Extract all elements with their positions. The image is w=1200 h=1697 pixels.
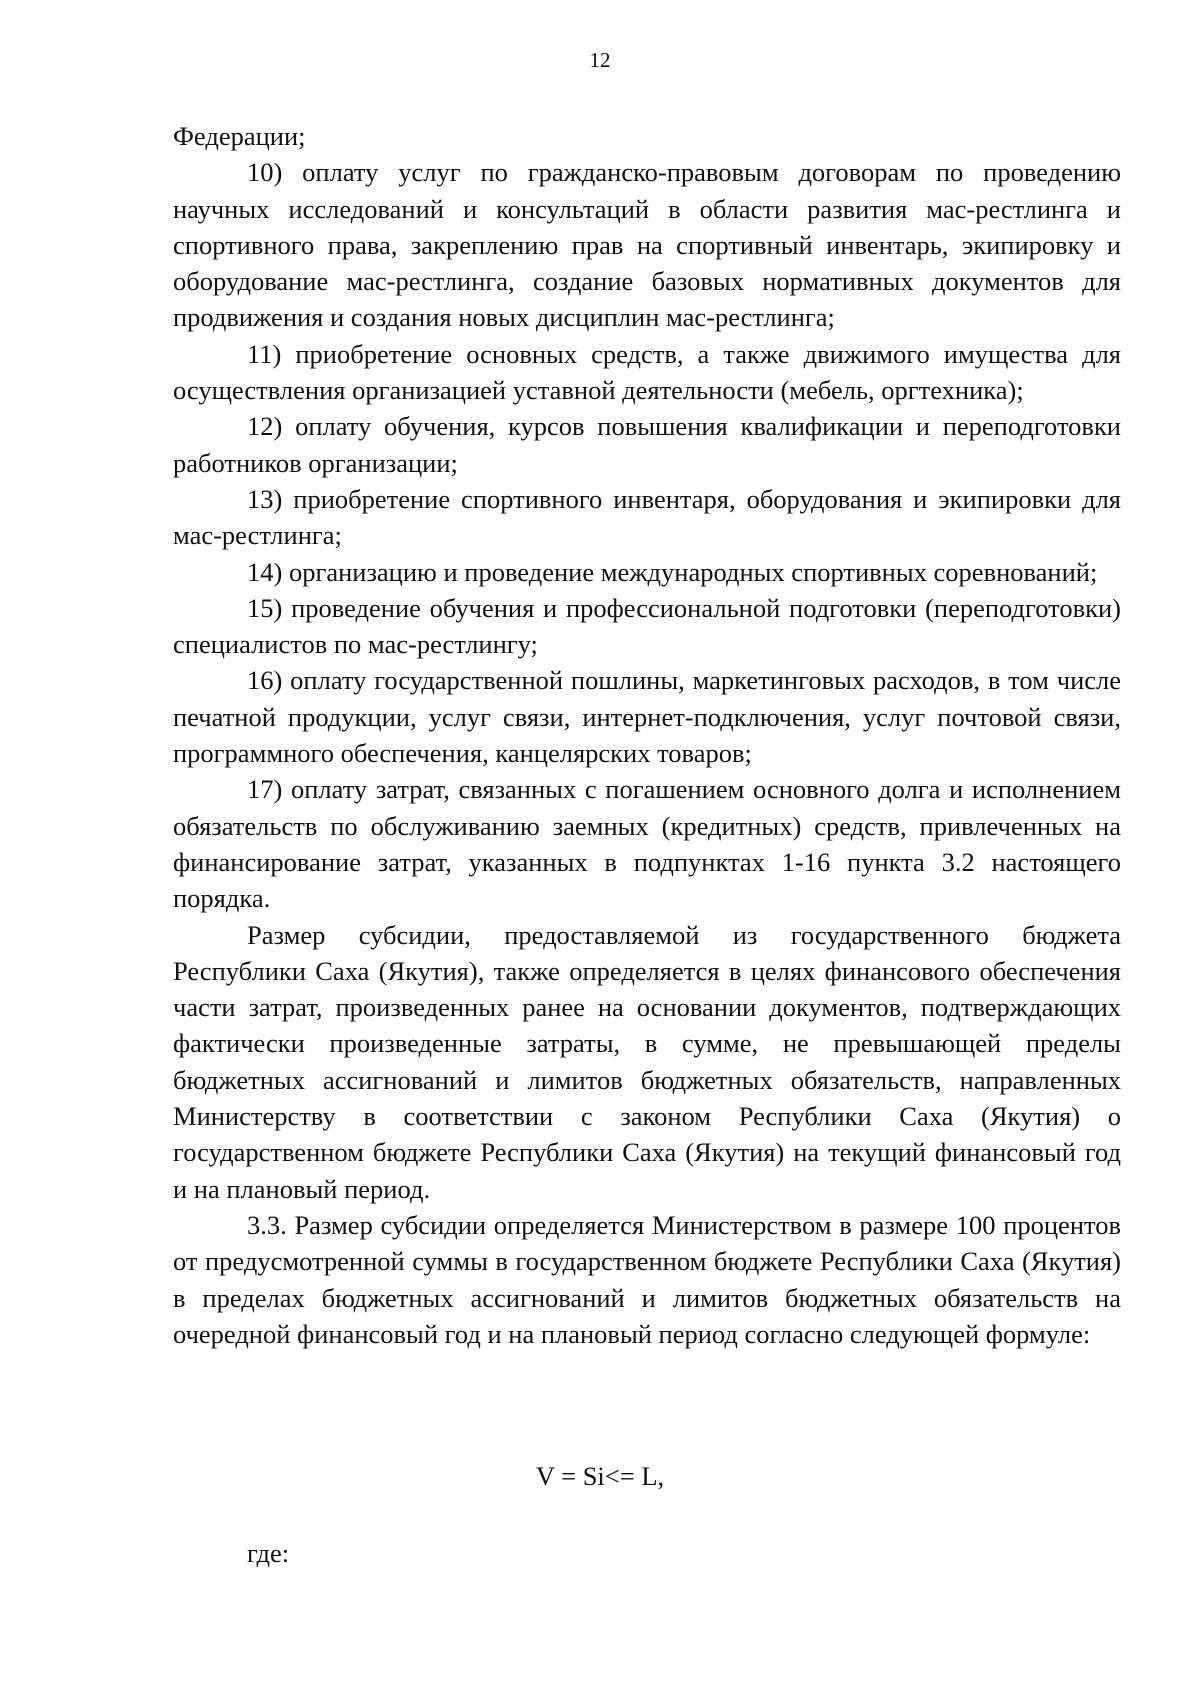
list-item-15: 15) проведение обучения и профессиональной подготовки (переподготовки) специалистов по мас-рестлингу;: [173, 592, 1121, 660]
where-label: где:: [247, 1538, 290, 1568]
list-item-13: 13) приобретение спортивного инвентаря, оборудования и экипировки для мас-рестлинга;: [173, 483, 1121, 551]
list-item-12: 12) оплату обучения, курсов повышения квалификации и переподготовки работников организации;: [173, 411, 1121, 478]
document-body: [173, 118, 1121, 1352]
list-item-11: 11) приобретение основных средств, а также движимого имущества для осуществления организацией уставной деятельности (мебель, оргтехника);: [173, 338, 1121, 406]
page-number: 12: [589, 48, 611, 72]
subsidy-size-paragraph: Размер субсидии, предоставляемой из государственного бюджета Республики Саха (Якутия), также определяется в целях финансового обеспечения части затрат, произведенных ранее на основании документов, подтверждающих фактически произведенные затраты, в сумме, не превышающей пределы бюджетных ассигнований и лимитов бюджетных обязательств, направленных Министерству в соответствии с законом Республики Саха (Якутия) о государственном бюджете Республики Саха (Якутия) на текущий финансовый год и на плановый период.: [173, 919, 1121, 1204]
paragraph-continuation: Федерации;: [173, 121, 306, 151]
section-3-3-paragraph: 3.3. Размер субсидии определяется Министерством в размере 100 процентов от предусмотренной суммы в государственном бюджете Республики Саха (Якутия) в пределах бюджетных ассигнований и лимитов бюджетных обязательств на очередной финансовый год и на плановый период согласно следующей формуле:: [173, 1209, 1121, 1349]
list-item-16: 16) оплату государственной пошлины, маркетинговых расходов, в том числе печатной продукции, услуг связи, интернет-подключения, услуг почтовой связи, программного обеспечения, канцелярских товаров;: [173, 665, 1121, 769]
list-item-17: 17) оплату затрат, связанных с погашением основного долга и исполнением обязательств по обслуживанию заемных (кредитных) средств, привлеченных на финансирование затрат, указанных в подпунктах 1-16 пункта 3.2 настоящего порядка.: [173, 774, 1121, 914]
subsidy-formula: V = Si<= L,: [535, 1461, 665, 1491]
list-item-14: 14) организацию и проведение международных спортивных соревнований;: [247, 556, 1098, 587]
list-item-10: 10) оплату услуг по гражданско-правовым договорам по проведению научных исследований и консультаций в области развития мас-рестлинга и спортивного права, закреплению прав на спортивный инвентарь, экипировку и оборудование мас-рестлинга, создание базовых нормативных документов для продвижения и создания новых дисциплин мас-рестлинга;: [173, 157, 1121, 333]
